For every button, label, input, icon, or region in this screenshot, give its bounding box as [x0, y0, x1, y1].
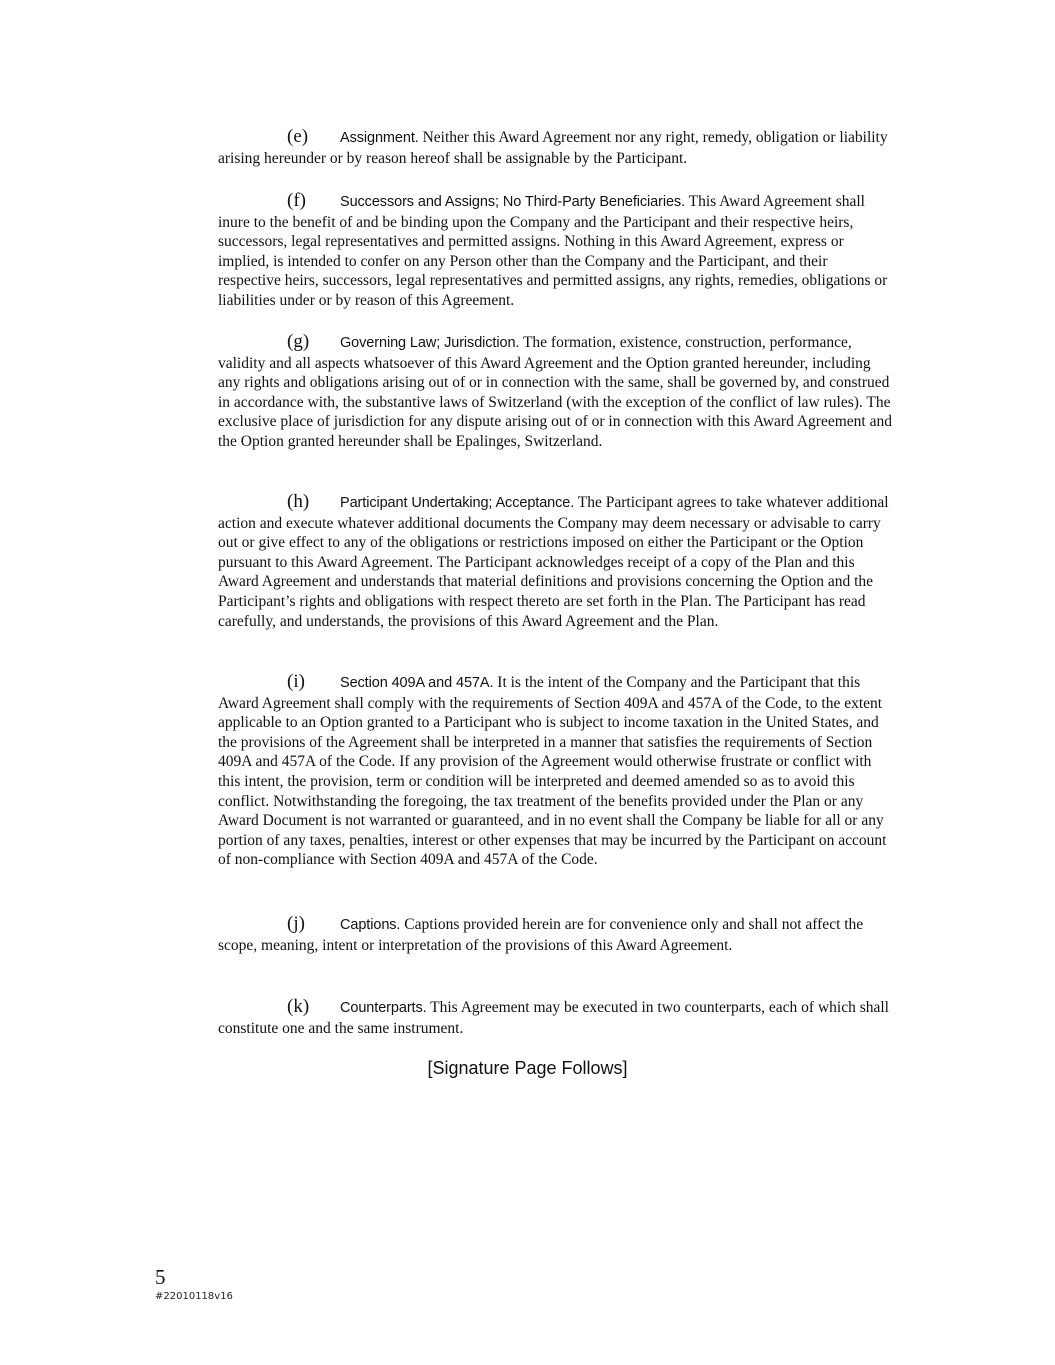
- document-id: #22010118v16: [155, 1291, 233, 1302]
- section-body: It is the intent of the Company and the Participant that this Award Agreement shall comply with the requirements of Section 409A and 457A of the Code, to the extent applicable to an Option granted to a Participant who is subject to income taxation in the United States, and the provisions of the Agreement shall be interpreted in a manner that satisfies the requirements of Section 409A and 457A of the Code. If any provision of the Agreement would otherwise frustrate or conflict with this intent, the provision, term or condition will be interpreted and deemed amended so as to avoid this conflict. Notwithstanding the foregoing, the tax treatment of the benefits provided under the Plan or any Award Document is not warranted or guaranteed, and in no event shall the Company be liable for all or any portion of any taxes, penalties, interest or other expenses that may be incurred by the Participant on account of non-compliance with Section 409A and 457A of the Code.: [218, 674, 887, 869]
- section-number: (k): [287, 996, 310, 1017]
- section-i: [218, 672, 894, 870]
- section-body: Captions provided herein are for convenience only and shall not affect the scope, meaning, intent or interpretation of the provisions of this Award Agreement.: [218, 916, 864, 954]
- section-heading: Captions.: [340, 917, 401, 933]
- section-body: The Participant agrees to take whatever additional action and execute whatever additional documents the Company may deem necessary or advisable to carry out or give effect to any of the obligations or restrictions imposed on either the Participant or the Option pursuant to this Award Agreement. The Participant acknowledges receipt of a copy of the Plan and this Award Agreement and understands that material definitions and provisions concerning the Option and the Participant’s rights and obligations with respect thereto are set forth in the Plan. The Participant has read carefully, and understands, the provisions of this Award Agreement and the Plan.: [218, 494, 889, 630]
- section-number: (g): [287, 331, 310, 352]
- page-number: 5: [155, 1265, 166, 1289]
- signature-page-note: [Signature Page Follows]: [427, 1058, 628, 1078]
- section-f: [218, 191, 894, 311]
- section-k: [218, 997, 894, 1038]
- section-heading: Counterparts.: [340, 1000, 427, 1016]
- section-body: The formation, existence, construction, performance, validity and all aspects whatsoever of this Award Agreement and the Option granted hereunder, including any rights and obligations arising out of or in connection with the same, shall be governed by, and construed in accordance with, the substantive laws of Switzerland (with the exception of the conflict of law rules). The exclusive place of jurisdiction for any dispute arising out of or in connection with this Award Agreement and the Option granted hereunder shall be Epalinges, Switzerland.: [218, 334, 892, 450]
- section-heading: Participant Undertaking; Acceptance.: [340, 495, 575, 511]
- section-e: [218, 127, 894, 168]
- section-number: (e): [287, 126, 309, 147]
- section-body: Neither this Award Agreement nor any right, remedy, obligation or liability arising hereunder or by reason hereof shall be assignable by the Participant.: [218, 129, 888, 167]
- section-number: (j): [287, 913, 305, 934]
- section-g: [218, 332, 894, 452]
- section-heading: Assignment.: [340, 130, 419, 146]
- section-heading: Section 409A and 457A.: [340, 675, 494, 691]
- section-number: (h): [287, 491, 310, 512]
- section-number: (f): [287, 190, 306, 211]
- section-j: [218, 914, 894, 955]
- section-heading: Successors and Assigns; No Third-Party Beneficiaries.: [340, 194, 686, 210]
- section-number: (i): [287, 671, 305, 692]
- section-body: This Award Agreement shall inure to the benefit of and be binding upon the Company and the Participant and their respective heirs, successors, legal representatives and permitted assigns. Nothing in this Award Agreement, express or implied, is intended to confer on any Person other than the Company and the Participant, and their respective heirs, successors, legal representatives and permitted assigns, any rights, remedies, obligations or liabilities under or by reason of this Agreement.: [218, 193, 888, 309]
- section-body: This Agreement may be executed in two counterparts, each of which shall constitute one and the same instrument.: [218, 999, 889, 1037]
- section-h: [218, 492, 894, 631]
- section-heading: Governing Law; Jurisdiction.: [340, 335, 520, 351]
